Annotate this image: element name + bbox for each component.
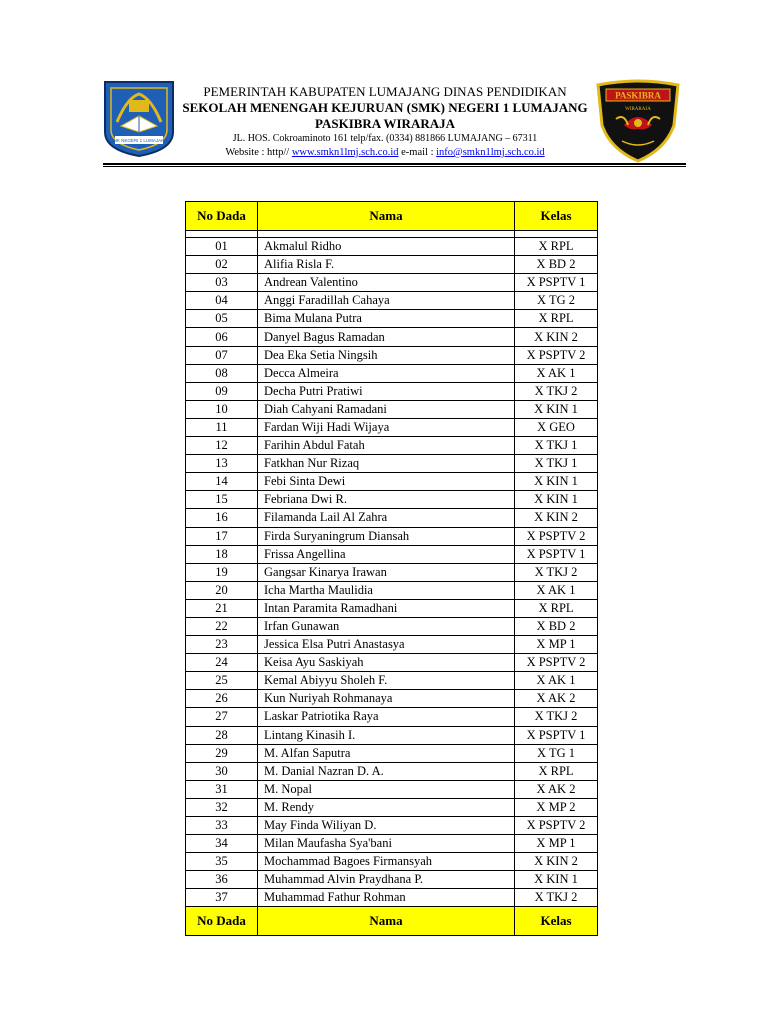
cell-kelas: X MP 1 [515, 835, 598, 853]
cell-kelas: X TG 2 [515, 292, 598, 310]
cell-no-dada: 29 [186, 744, 258, 762]
cell-kelas: X TKJ 2 [515, 708, 598, 726]
svg-text:WIRARAJA: WIRARAJA [625, 107, 651, 112]
website-link[interactable]: www.smkn1lmj.sch.co.id [291, 147, 399, 158]
cell-nama-wrapper [258, 708, 515, 726]
cell-kelas: X TKJ 1 [515, 455, 598, 473]
cell-nama: Febi Sinta Dewi [264, 474, 346, 489]
table-row [186, 726, 598, 744]
cell-nama-wrapper [258, 780, 515, 798]
letterhead [0, 0, 768, 175]
cell-nama: Gangsar Kinarya Irawan [264, 564, 387, 579]
cell-no-dada: 27 [186, 708, 258, 726]
table-row [186, 636, 598, 654]
cell-nama: Mochammad Bagoes Firmansyah [264, 854, 433, 869]
cell-nama: Farihin Abdul Fatah [264, 438, 365, 453]
cell-nama: Decca Almeira [264, 365, 339, 380]
cell-kelas: X AK 2 [515, 690, 598, 708]
cell-no-dada: 25 [186, 672, 258, 690]
cell-nama-wrapper [258, 382, 515, 400]
cell-nama-wrapper [258, 437, 515, 455]
cell-no-dada: 31 [186, 780, 258, 798]
cell-nama-wrapper [258, 690, 515, 708]
email-label: e-mail : [398, 147, 437, 158]
cell-no-dada: 37 [186, 889, 258, 907]
cell-kelas: X RPL [515, 762, 598, 780]
cell-nama: Keisa Ayu Saskiyah [264, 655, 364, 670]
cell-no-dada: 28 [186, 726, 258, 744]
cell-kelas: X TG 1 [515, 744, 598, 762]
cell-nama: Irfan Gunawan [264, 619, 340, 634]
cell-nama: Decha Putri Pratiwi [264, 383, 363, 398]
cell-nama: Kemal Abiyyu Sholeh F. [264, 673, 388, 688]
cell-no-dada: 21 [186, 599, 258, 617]
table-row [186, 274, 598, 292]
cell-kelas: X KIN 2 [515, 328, 598, 346]
roster-body [186, 231, 598, 907]
table-row [186, 744, 598, 762]
cell-kelas: X PSPTV 1 [515, 545, 598, 563]
cell-no-dada: 30 [186, 762, 258, 780]
cell-nama: Jessica Elsa Putri Anastasya [264, 637, 405, 652]
cell-nama-wrapper [258, 636, 515, 654]
cell-kelas: X AK 1 [515, 581, 598, 599]
cell-no-dada: 08 [186, 364, 258, 382]
cell-nama: Febriana Dwi R. [264, 492, 347, 507]
table-row [186, 889, 598, 907]
cell-no-dada: 12 [186, 437, 258, 455]
cell-nama: M. Rendy [264, 799, 314, 814]
cell-kelas: X PSPTV 2 [515, 346, 598, 364]
cell-no-dada: 22 [186, 617, 258, 635]
table-row [186, 473, 598, 491]
cell-no-dada: 17 [186, 527, 258, 545]
paskibra-badge-logo [594, 79, 682, 163]
table-row [186, 780, 598, 798]
roster-table [185, 201, 598, 936]
cell-nama: Milan Maufasha Sya'bani [264, 836, 392, 851]
cell-nama-wrapper [258, 871, 515, 889]
table-row [186, 310, 598, 328]
cell-no-dada: 23 [186, 636, 258, 654]
column-header-no-dada: No Dada [186, 202, 258, 231]
cell-no-dada: 32 [186, 798, 258, 816]
table-row [186, 455, 598, 473]
cell-nama: Laskar Patriotika Raya [264, 709, 379, 724]
cell-nama: Filamanda Lail Al Zahra [264, 510, 388, 525]
table-header-row [186, 202, 598, 231]
cell-no-dada: 16 [186, 509, 258, 527]
cell-kelas: X KIN 2 [515, 509, 598, 527]
cell-nama: Icha Martha Maulidia [264, 582, 373, 597]
cell-no-dada: 33 [186, 817, 258, 835]
email-link[interactable]: info@smkn1lmj.sch.co.id [436, 147, 545, 158]
school-crest-logo [103, 80, 175, 158]
cell-no-dada: 05 [186, 310, 258, 328]
cell-nama-wrapper [258, 889, 515, 907]
cell-kelas: X KIN 2 [515, 853, 598, 871]
unit-name: PASKIBRA WIRARAJA [314, 116, 455, 131]
cell-kelas: X PSPTV 2 [515, 654, 598, 672]
table-row [186, 762, 598, 780]
table-row [186, 400, 598, 418]
table-row [186, 364, 598, 382]
cell-no-dada: 34 [186, 835, 258, 853]
cell-nama: Anggi Faradillah Cahaya [264, 293, 390, 308]
letterhead-rule-thin [103, 166, 686, 167]
table-row [186, 256, 598, 274]
cell-kelas: X RPL [515, 599, 598, 617]
table-row [186, 346, 598, 364]
table-row [186, 654, 598, 672]
cell-kelas: X AK 2 [515, 780, 598, 798]
cell-no-dada: 35 [186, 853, 258, 871]
cell-kelas: X TKJ 2 [515, 382, 598, 400]
cell-nama: Alifia Risla F. [264, 257, 335, 272]
cell-nama: Fatkhan Nur Rizaq [264, 456, 360, 471]
letterhead-rule [103, 163, 686, 165]
cell-nama-wrapper [258, 581, 515, 599]
cell-no-dada: 11 [186, 418, 258, 436]
cell-nama-wrapper [258, 853, 515, 871]
cell-kelas: X AK 1 [515, 364, 598, 382]
cell-nama: Kun Nuriyah Rohmanaya [264, 691, 393, 706]
cell-kelas: X TKJ 2 [515, 889, 598, 907]
cell-kelas: X GEO [515, 418, 598, 436]
cell-nama: Akmalul Ridho [264, 239, 342, 254]
cell-nama-wrapper [258, 455, 515, 473]
table-row [186, 817, 598, 835]
column-header-kelas: Kelas [515, 202, 598, 231]
cell-kelas: X MP 1 [515, 636, 598, 654]
cell-nama-wrapper [258, 328, 515, 346]
table-row [186, 853, 598, 871]
cell-nama: Bima Mulana Putra [264, 311, 362, 326]
table-row [186, 491, 598, 509]
footer-header-kelas: Kelas [515, 907, 598, 936]
cell-kelas: X RPL [515, 310, 598, 328]
table-row [186, 328, 598, 346]
contact-line [180, 146, 590, 160]
cell-nama: M. Danial Nazran D. A. [264, 763, 384, 778]
cell-kelas: X BD 2 [515, 256, 598, 274]
cell-kelas: X BD 2 [515, 617, 598, 635]
table-row [186, 509, 598, 527]
cell-kelas: X RPL [515, 238, 598, 256]
cell-nama: May Finda Wiliyan D. [264, 818, 377, 833]
svg-text:PASKIBRA: PASKIBRA [615, 90, 661, 101]
cell-kelas: X KIN 1 [515, 473, 598, 491]
cell-no-dada: 13 [186, 455, 258, 473]
cell-nama-wrapper [258, 599, 515, 617]
cell-no-dada: 02 [186, 256, 258, 274]
cell-kelas: X PSPTV 1 [515, 274, 598, 292]
cell-kelas: X PSPTV 2 [515, 817, 598, 835]
table-row [186, 672, 598, 690]
column-header-nama: Nama [258, 202, 515, 231]
table-row [186, 292, 598, 310]
cell-nama-wrapper [258, 726, 515, 744]
address-line: JL. HOS. Cokroaminoto 161 telp/fax. (0334) 881866 LUMAJANG – 67311 [232, 133, 538, 144]
table-row [186, 238, 598, 256]
cell-no-dada: 03 [186, 274, 258, 292]
cell-nama-wrapper [258, 256, 515, 274]
cell-nama-wrapper [258, 491, 515, 509]
cell-nama-wrapper [258, 418, 515, 436]
cell-kelas: X PSPTV 2 [515, 527, 598, 545]
table-row [186, 581, 598, 599]
cell-nama: Fardan Wiji Hadi Wijaya [264, 419, 390, 434]
cell-no-dada: 20 [186, 581, 258, 599]
cell-no-dada: 19 [186, 563, 258, 581]
table-row [186, 798, 598, 816]
table-row [186, 545, 598, 563]
table-row [186, 617, 598, 635]
svg-text:SMK NEGERI 1 LUMAJANG: SMK NEGERI 1 LUMAJANG [110, 138, 168, 143]
table-row [186, 527, 598, 545]
cell-nama: Diah Cahyani Ramadani [264, 401, 387, 416]
cell-kelas: X KIN 1 [515, 400, 598, 418]
cell-nama-wrapper [258, 238, 515, 256]
cell-nama-wrapper [258, 274, 515, 292]
cell-nama-wrapper [258, 835, 515, 853]
cell-nama: M. Alfan Saputra [264, 745, 351, 760]
cell-nama-wrapper [258, 364, 515, 382]
cell-no-dada: 07 [186, 346, 258, 364]
cell-nama: Danyel Bagus Ramadan [264, 329, 385, 344]
cell-no-dada: 14 [186, 473, 258, 491]
cell-no-dada: 15 [186, 491, 258, 509]
cell-kelas: X AK 1 [515, 672, 598, 690]
cell-nama-wrapper [258, 654, 515, 672]
cell-kelas: X TKJ 1 [515, 437, 598, 455]
cell-nama-wrapper [258, 545, 515, 563]
cell-no-dada: 18 [186, 545, 258, 563]
cell-nama-wrapper [258, 762, 515, 780]
cell-nama-wrapper [258, 563, 515, 581]
footer-header-no-dada: No Dada [186, 907, 258, 936]
cell-nama-wrapper [258, 527, 515, 545]
cell-kelas: X KIN 1 [515, 491, 598, 509]
cell-kelas: X TKJ 2 [515, 563, 598, 581]
table-row [186, 835, 598, 853]
table-row [186, 563, 598, 581]
cell-nama-wrapper [258, 346, 515, 364]
table-row [186, 708, 598, 726]
cell-nama: Lintang Kinasih I. [264, 727, 356, 742]
cell-nama-wrapper [258, 310, 515, 328]
cell-nama: Andrean Valentino [264, 275, 358, 290]
cell-nama: M. Nopal [264, 781, 312, 796]
cell-nama: Firda Suryaningrum Diansah [264, 528, 410, 543]
cell-nama-wrapper [258, 798, 515, 816]
table-footer-row [186, 907, 598, 936]
cell-nama-wrapper [258, 473, 515, 491]
cell-nama-wrapper [258, 292, 515, 310]
cell-nama: Muhammad Alvin Praydhana P. [264, 872, 424, 887]
cell-nama-wrapper [258, 817, 515, 835]
cell-no-dada: 09 [186, 382, 258, 400]
letterhead-text [180, 84, 590, 160]
cell-no-dada: 10 [186, 400, 258, 418]
school-name: SEKOLAH MENENGAH KEJURUAN (SMK) NEGERI 1 LUMAJANG [182, 100, 588, 115]
cell-nama: Dea Eka Setia Ningsih [264, 347, 378, 362]
cell-nama: Muhammad Fathur Rohman [264, 890, 406, 905]
cell-no-dada: 24 [186, 654, 258, 672]
cell-no-dada: 06 [186, 328, 258, 346]
cell-nama: Intan Paramita Ramadhani [264, 600, 398, 615]
government-line: PEMERINTAH KABUPATEN LUMAJANG DINAS PENDIDIKAN [203, 84, 567, 99]
cell-kelas: X MP 2 [515, 798, 598, 816]
cell-kelas: X PSPTV 1 [515, 726, 598, 744]
cell-no-dada: 04 [186, 292, 258, 310]
table-row [186, 382, 598, 400]
cell-nama-wrapper [258, 617, 515, 635]
cell-nama-wrapper [258, 400, 515, 418]
table-row [186, 418, 598, 436]
footer-header-nama: Nama [258, 907, 515, 936]
table-row [186, 690, 598, 708]
cell-nama-wrapper [258, 672, 515, 690]
cell-nama-wrapper [258, 509, 515, 527]
cell-no-dada: 26 [186, 690, 258, 708]
table-row [186, 599, 598, 617]
table-row [186, 871, 598, 889]
cell-nama-wrapper [258, 744, 515, 762]
cell-nama: Frissa Angellina [264, 546, 346, 561]
table-row [186, 437, 598, 455]
spacer-row [186, 231, 598, 238]
cell-kelas: X KIN 1 [515, 871, 598, 889]
cell-no-dada: 36 [186, 871, 258, 889]
cell-no-dada: 01 [186, 238, 258, 256]
website-label: Website : http// [225, 147, 292, 158]
